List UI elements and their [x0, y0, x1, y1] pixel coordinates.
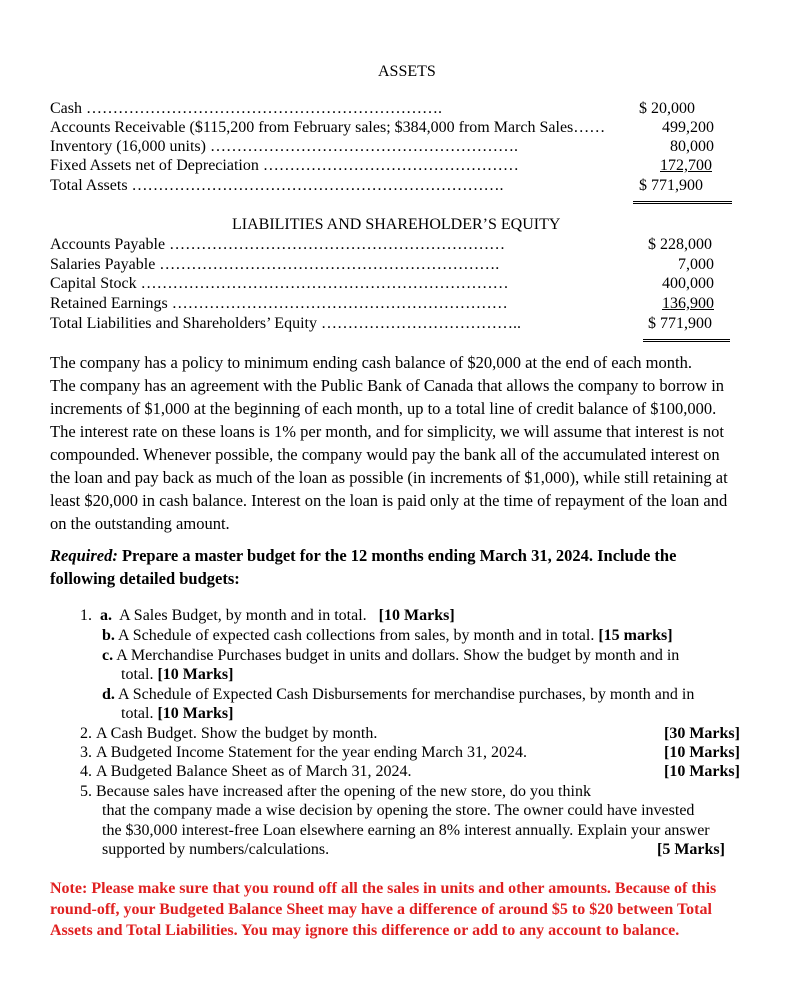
assets-heading: ASSETS: [378, 63, 436, 80]
row-value: $ 20,000: [639, 100, 695, 117]
row-dots: ……………………………………………………………: [140, 275, 509, 292]
item-marks: [5 Marks]: [657, 841, 725, 858]
row-label: Salaries Payable: [50, 256, 160, 273]
list-item: [102, 626, 673, 645]
required-label: Required:: [50, 546, 118, 565]
item-text: A Cash Budget. Show the budget by month.: [96, 725, 378, 742]
list-item-cont: supported by numbers/calculations.: [102, 841, 330, 858]
row-value: 136,900: [662, 295, 714, 312]
item-letter: b.: [102, 627, 115, 644]
item-text: A Schedule of Expected Cash Disbursements for merchandise purchases, by month and in: [114, 686, 695, 703]
paragraph-line: least $20,000 in cash balance. Interest on the loan is paid only at the time of repayment of the loan and: [50, 491, 728, 510]
row-dots: ………………………………………………….: [209, 138, 518, 155]
table-row: [50, 118, 605, 137]
row-label: Accounts Receivable ($115,200 from February sales; $384,000 from March Sales……: [50, 119, 606, 136]
item-text: total.: [121, 666, 154, 683]
paragraph-line: compounded. Whenever possible, the company would pay the bank all of the accumulated interest on: [50, 445, 720, 464]
paragraph-line: The company has a policy to minimum ending cash balance of $20,000 at the end of each month.: [50, 353, 692, 372]
table-row: [50, 294, 508, 313]
row-value: 499,200: [662, 119, 714, 136]
note-line: round-off, your Budgeted Balance Sheet may have a difference of around $5 to $20 between Total: [50, 901, 712, 918]
item-marks: [10 Marks]: [378, 607, 455, 624]
paragraph-line: on the outstanding amount.: [50, 514, 230, 533]
row-dots: …………………………………………: [262, 157, 519, 174]
row-label: Cash: [50, 100, 86, 117]
row-dots: ………………………………………………………: [171, 295, 508, 312]
list-item-cont: [121, 665, 233, 684]
item-text: Because sales have increased after the opening of the new store, do you think: [96, 783, 591, 800]
required-heading: [50, 544, 676, 568]
double-underline: [643, 339, 730, 342]
row-label: Retained Earnings: [50, 295, 172, 312]
row-dots: ………………………………..: [320, 315, 521, 332]
row-value: 172,700: [660, 157, 712, 174]
list-item-cont: that the company made a wise decision by opening the store. The owner could have invested: [102, 802, 695, 819]
paragraph-line: the loan and pay back as much of the loan as possible (in increments of $1,000), while still retaining at: [50, 468, 728, 487]
item-marks: [10 Marks]: [664, 763, 740, 780]
paragraph-line: increments of $1,000 at the beginning of each month, up to a total line of credit balance of $100,000.: [50, 399, 717, 418]
item-number: 2.: [80, 725, 92, 742]
list-item-cont: the $30,000 interest-free Loan elsewhere earning an 8% interest annually. Explain your answer: [102, 822, 710, 839]
liabilities-heading: LIABILITIES AND SHAREHOLDER’S EQUITY: [232, 216, 561, 233]
table-row: [50, 137, 518, 156]
row-label: Total Liabilities and Shareholders’ Equity: [50, 315, 321, 332]
item-number: 5.: [80, 783, 92, 800]
table-row: [50, 156, 519, 175]
row-label: Fixed Assets net of Depreciation: [50, 157, 263, 174]
item-number: 1.: [80, 607, 92, 624]
table-row: [50, 274, 509, 293]
item-letter: c.: [102, 647, 114, 664]
row-value: 400,000: [662, 275, 714, 292]
row-dots: ……………………………………………………….: [159, 256, 500, 273]
item-text: A Budgeted Income Statement for the year ending March 31, 2024.: [96, 744, 527, 761]
list-item: [80, 606, 455, 625]
row-label: Capital Stock: [50, 275, 141, 292]
row-label: Total Assets: [50, 177, 132, 194]
table-row: [50, 176, 504, 195]
item-marks: [10 Marks]: [157, 666, 234, 683]
item-text: A Sales Budget, by month and in total.: [119, 607, 367, 624]
required-text: Prepare a master budget for the 12 months ending March 31, 2024. Include the: [117, 546, 677, 565]
row-label: Inventory (16,000 units): [50, 138, 210, 155]
list-item: [80, 782, 591, 801]
item-number: 4.: [80, 763, 92, 780]
row-value: 7,000: [678, 256, 714, 273]
row-value: $ 228,000: [648, 236, 712, 253]
row-value: $ 771,900: [648, 315, 712, 332]
double-underline: [633, 201, 732, 204]
item-letter: a.: [100, 607, 112, 624]
row-dots: ………………………………………………………….: [86, 100, 442, 117]
item-text: A Schedule of expected cash collections from sales, by month and in total.: [114, 627, 595, 644]
item-text: A Budgeted Balance Sheet as of March 31, 2024.: [96, 763, 412, 780]
row-dots: ………………………………………………………: [169, 236, 506, 253]
item-text: total.: [121, 705, 154, 722]
table-row: [50, 235, 505, 254]
paragraph-line: The company has an agreement with the Public Bank of Canada that allows the company to borrow in: [50, 376, 725, 395]
list-item: [102, 685, 694, 704]
table-row: [50, 99, 442, 118]
required-text-2: following detailed budgets:: [50, 569, 240, 588]
paragraph-line: The interest rate on these loans is 1% per month, and for simplicity, we will assume that interest is not: [50, 422, 724, 441]
table-row: [50, 255, 499, 274]
item-marks: [15 marks]: [598, 627, 673, 644]
note-line: Assets and Total Liabilities. You may ignore this difference or add to any account to balance.: [50, 922, 680, 939]
list-item: [102, 646, 679, 665]
item-marks: [30 Marks]: [664, 725, 740, 742]
row-label: Accounts Payable: [50, 236, 170, 253]
list-item: [80, 743, 527, 762]
item-text: A Merchandise Purchases budget in units and dollars. Show the budget by month and in: [113, 647, 680, 664]
list-item: [80, 724, 377, 743]
item-marks: [10 Marks]: [664, 744, 740, 761]
row-value: $ 771,900: [639, 177, 703, 194]
note-line: Note: Please make sure that you round off all the sales in units and other amounts. Because of this: [50, 880, 717, 897]
list-item: [80, 762, 411, 781]
item-letter: d.: [102, 686, 115, 703]
item-number: 3.: [80, 744, 92, 761]
row-dots: …………………………………………………………….: [131, 177, 504, 194]
list-item-cont: [121, 704, 233, 723]
table-row: [50, 314, 521, 333]
item-marks: [10 Marks]: [157, 705, 234, 722]
row-value: 80,000: [670, 138, 714, 155]
